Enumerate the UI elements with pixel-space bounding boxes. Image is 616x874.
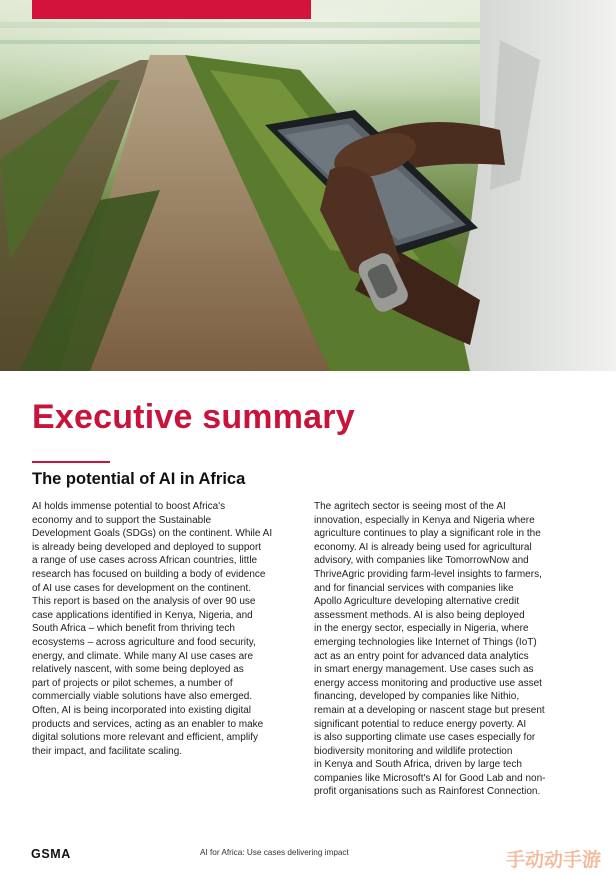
text-line: is already being developed and deployed to support bbox=[32, 541, 262, 553]
body-column-left bbox=[32, 500, 304, 758]
text-line: a range of use cases across African countries, little bbox=[32, 555, 258, 567]
text-line: Development Goals (SDGs) on the continent. While AI bbox=[32, 528, 273, 540]
text-line: is also supporting climate use cases especially for bbox=[314, 732, 536, 744]
text-line: part of projects or pilot schemes, a number of bbox=[32, 677, 233, 689]
text-line: Often, AI is being incorporated into existing digital bbox=[32, 704, 252, 716]
text-line: agriculture continues to play a significant role in the bbox=[314, 528, 541, 540]
text-line: products and services, acting as an enabler to make bbox=[32, 718, 264, 730]
text-line: in Kenya and South Africa, driven by large tech bbox=[314, 759, 522, 771]
text-line: The agritech sector is seeing most of the AI bbox=[314, 501, 506, 512]
text-line: profit organisations such as Rainforest Connection. bbox=[314, 786, 541, 798]
text-line: digital solutions more relevant and efficient, amplify bbox=[32, 732, 259, 744]
text-line: financing, developed by companies like Nithio, bbox=[314, 691, 520, 703]
text-line: advisory, with companies like TomorrowNow and bbox=[314, 555, 529, 567]
text-line: energy, and climate. While many AI use cases are bbox=[32, 650, 254, 662]
section-heading: The potential of AI in Africa bbox=[32, 470, 246, 488]
text-line: energy access monitoring and productive use asset bbox=[314, 677, 542, 689]
text-line: of AI use cases for development on the continent. bbox=[32, 582, 252, 594]
text-line: research has focused on building a body of evidence bbox=[32, 568, 266, 580]
text-line: act as an entry point for advanced data analytics bbox=[314, 650, 529, 662]
text-line: commercially viable solutions have also emerged. bbox=[32, 691, 253, 703]
header-accent-bar bbox=[32, 0, 311, 19]
text-line: economy and to support the Sustainable bbox=[32, 514, 212, 526]
text-line: ThriveAgric providing farm-level insights to farmers, bbox=[314, 568, 542, 580]
text-line: innovation, especially in Kenya and Nigeria where bbox=[314, 514, 535, 526]
text-line: biodiversity monitoring and wildlife protection bbox=[314, 745, 513, 757]
text-line: assessment methods. AI is also being deployed bbox=[314, 609, 525, 621]
page-title: Executive summary bbox=[32, 398, 355, 436]
text-line: remain at a developing or nascent stage but present bbox=[314, 704, 545, 716]
watermark: 手动动手游 bbox=[506, 850, 602, 871]
body-column-right bbox=[314, 500, 589, 799]
text-line: in smart energy management. Use cases such as bbox=[314, 664, 534, 676]
text-line: their impact, and facilitate scaling. bbox=[32, 745, 183, 757]
text-line: South Africa – which benefit from thriving tech bbox=[32, 623, 235, 635]
text-line: Apollo Agriculture developing alternative credit bbox=[314, 596, 520, 608]
text-line: ecosystems – across agriculture and food security, bbox=[32, 636, 256, 648]
text-line: This report is based on the analysis of over 90 use bbox=[32, 596, 256, 608]
text-line: companies like Microsoft's AI for Good Lab and non- bbox=[314, 772, 546, 784]
gsma-logo: GSMA bbox=[31, 847, 71, 861]
hero-photo bbox=[0, 0, 616, 371]
text-line: relatively nascent, with some being deployed as bbox=[32, 664, 244, 676]
text-line: case applications identified in Kenya, Nigeria, and bbox=[32, 609, 253, 621]
text-line: and for financial services with companies like bbox=[314, 582, 514, 594]
text-line: emerging technologies like Internet of Things (IoT) bbox=[314, 636, 537, 648]
text-line: economy. AI is already being used for agricultural bbox=[314, 541, 532, 553]
text-line: in the energy sector, especially in Nigeria, where bbox=[314, 623, 529, 635]
text-line: significant potential to reduce energy poverty. AI bbox=[314, 718, 527, 730]
footer-caption: AI for Africa: Use cases delivering impact bbox=[200, 848, 349, 857]
title-accent-rule bbox=[32, 461, 110, 463]
text-line: AI holds immense potential to boost Africa's bbox=[32, 501, 226, 512]
